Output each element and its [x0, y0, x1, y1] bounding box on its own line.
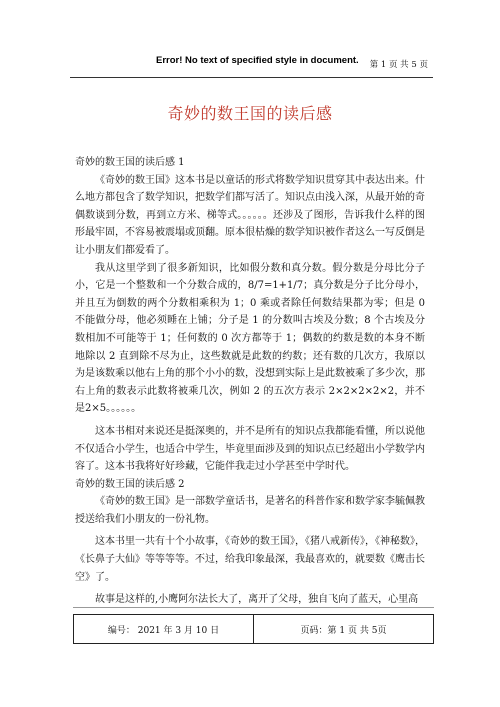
body-paragraph: 我从这里学到了很多新知识，比如假分数和真分数。假分数是分母比分子小，它是一个整数和一个分数合成的，8/7=1+1/7；真分数是分子比分母小，并且互为倒数的两个分数相乘积为 1；0 乘或者除任何数结果都为零；但是 0 不能做分母，他必须睡在上铺；分子是 1 的分数叫古埃及分数；8 个古埃及分数相加不可能等于 1；任何数的 0 次方都等于 1；偶数的约数是数的本身不断地除以 2 直到除不尽为止，这些数就是此数的约数；还有数的几次方，我原以为是该数乘以他右上角的那个小小的数，没想到实际上是此数被乘了多少次，那右上角的数表示此数将被乘几次，例如 2 的五次方表示 2×2×2×2×2，并不是2×5。。。。。。	[75, 262, 425, 415]
body-paragraph: 故事是这样的,小鹰阿尔法长大了，离开了父母，独自飞向了蓝天，心里高	[95, 594, 419, 606]
document-title: 奇妙的数王国的读后感	[167, 104, 333, 123]
page-footer	[73, 614, 434, 644]
section-heading: 奇妙的数王国的读后感 1	[75, 157, 185, 168]
footer-code-date: 编号： 2021 年 3 月 10 日	[107, 625, 220, 636]
page-header	[70, 55, 430, 73]
footer-page-number: 页码：第 1 页 共 5页	[253, 615, 433, 643]
body-paragraph: 这本书相对来说还是挺深奥的，并不是所有的知识点我都能看懂，所以说他不仅适合小学生，也适合中学生，毕竟里面涉及到的知识点已经超出小学数学内容了。这本书我将好好珍藏，它能伴我走过小学甚至中学时代。	[75, 425, 425, 473]
header-divider	[70, 77, 433, 78]
section-heading: 奇妙的数王国的读后感 2	[75, 478, 185, 490]
header-error-text: Error! No text of specified style in document.	[156, 55, 359, 66]
header-page-number: 第 1 页 共 5 页	[369, 60, 428, 70]
body-paragraph: 《奇妙的数王国》这本书是以童话的形式将数学知识贯穿其中表达出来。什么地方都包含了数学知识，把数学们都写活了。知识点由浅入深，从最开始的奇偶数谈到分数，再到立方米、梯等式。。。。。。还涉及了图形，告诉我什么样的图形最牢固，不容易被震塌或顶翻。原本很枯燥的数学知识被作者这么一写反倒是让小朋友们都爱看了。	[75, 174, 425, 256]
footer-divider	[73, 607, 434, 608]
body-paragraph: 这本书里一共有十个小故事，《奇妙的数王国》，《猪八戒新传》，《神秘数》，《长鼻子大仙》等等等等。不过，给我印象最深，我最喜欢的，就要数《鹰击长空》了。	[75, 536, 425, 583]
document-body	[75, 154, 425, 609]
body-paragraph: 《奇妙的数王国》是一部数学童话书，是著名的科普作家和数学家李毓佩教授送给我们小朋友的一份礼物。	[75, 496, 425, 525]
